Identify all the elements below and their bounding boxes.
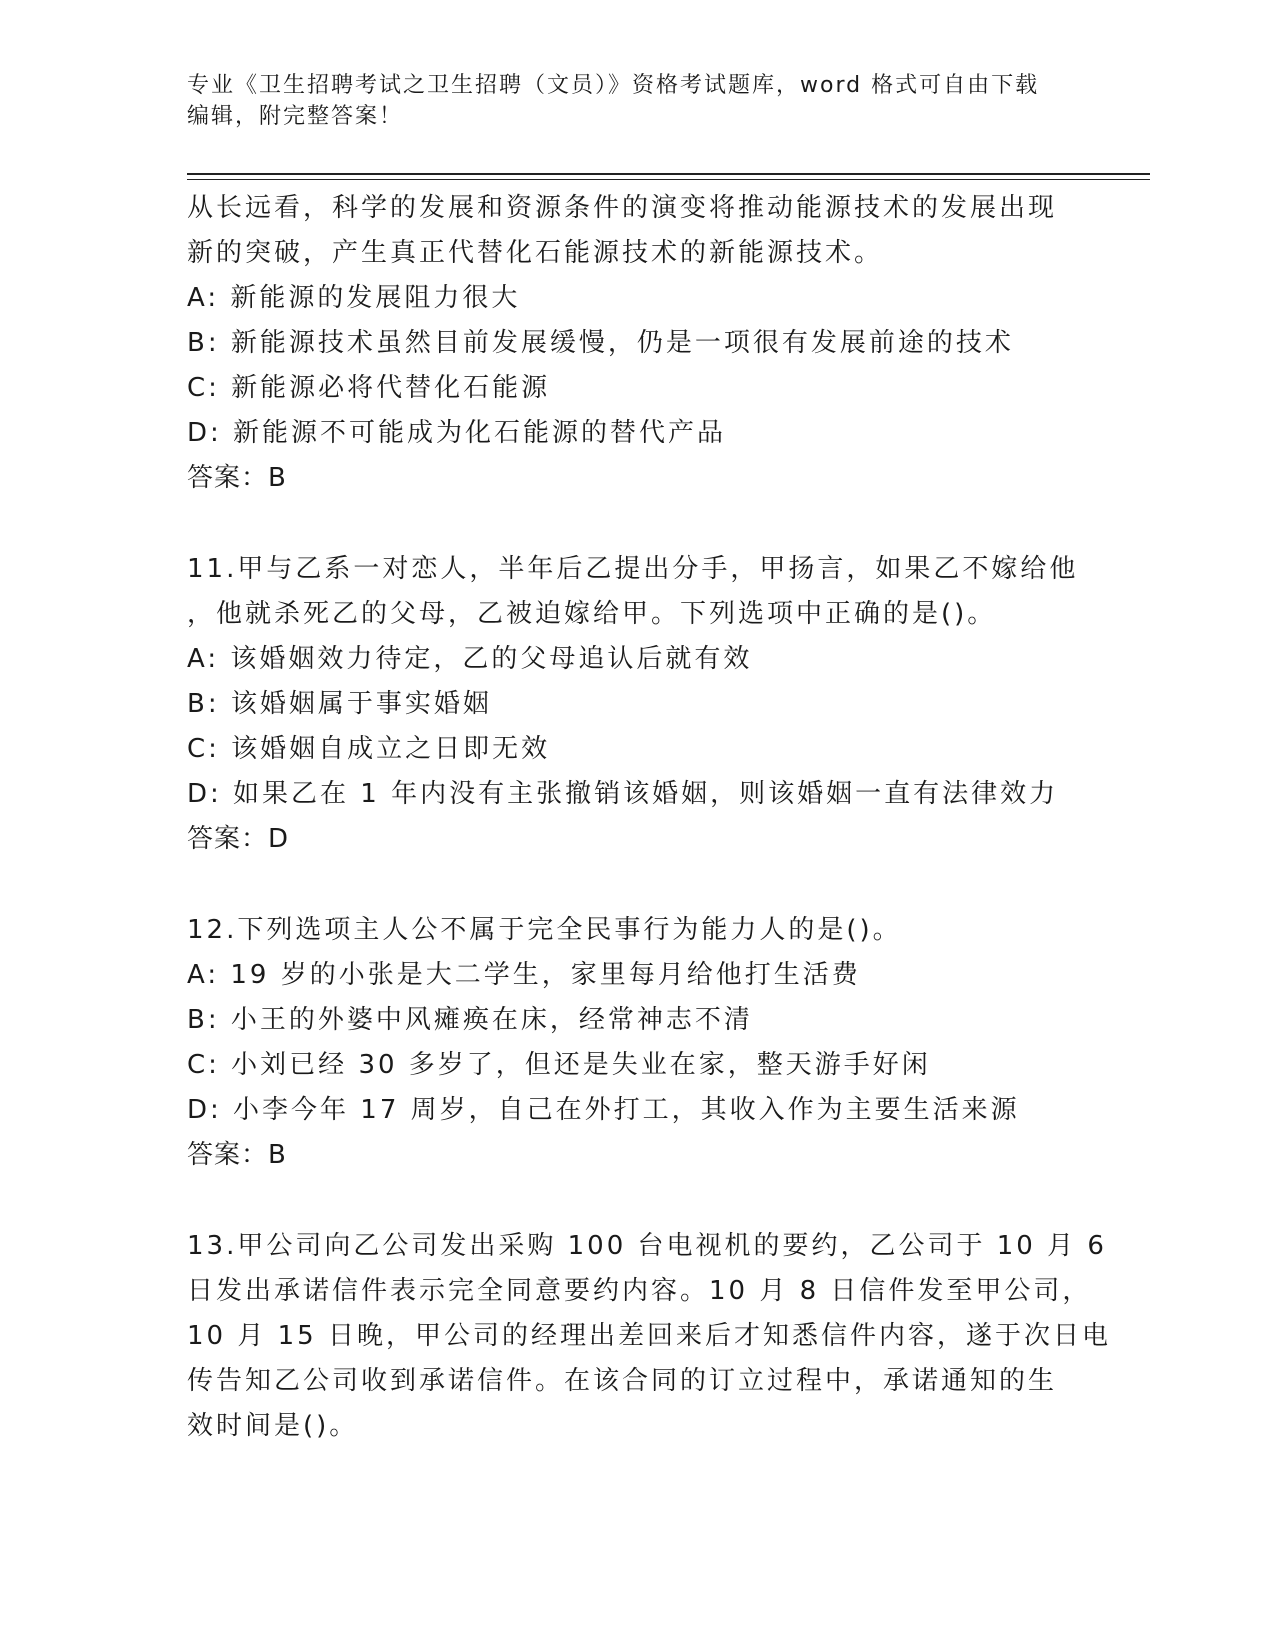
header-line-2: 编辑，附完整答案！	[187, 104, 404, 129]
spacer	[187, 1178, 1087, 1224]
question-stem: 12.下列选项主人公不属于完全民事行为能力人的是()。	[187, 915, 902, 945]
question-stem: 从长远看，科学的发展和资源条件的演变将推动能源技术的发展出现	[187, 193, 1058, 223]
answer-line: 答案：B	[187, 1140, 287, 1170]
question-13	[187, 1224, 1111, 1449]
header-line-1: 专业《卫生招聘考试之卫生招聘（文员）》资格考试题库，word 格式可自由下载	[187, 73, 1040, 98]
question-stem: ，他就杀死乙的父母，乙被迫嫁给甲。下列选项中正确的是()。	[187, 599, 997, 629]
page-header	[187, 70, 1087, 132]
option-d: D: 新能源不可能成为化石能源的替代产品	[187, 418, 727, 448]
option-c: C: 新能源必将代替化石能源	[187, 373, 551, 403]
option-a: A: 19 岁的小张是大二学生，家里每月给他打生活费	[187, 960, 861, 990]
header-divider	[187, 173, 1150, 180]
option-a: A: 该婚姻效力待定，乙的父母追认后就有效	[187, 644, 753, 674]
spacer	[187, 501, 1087, 547]
answer-line: 答案：B	[187, 463, 287, 493]
question-stem: 效时间是()。	[187, 1411, 359, 1441]
question-stem: 新的突破，产生真正代替化石能源技术的新能源技术。	[187, 238, 884, 268]
question-stem: 11.甲与乙系一对恋人，半年后乙提出分手，甲扬言，如果乙不嫁给他	[187, 554, 1079, 584]
option-b: B: 该婚姻属于事实婚姻	[187, 689, 492, 719]
question-list	[187, 186, 1111, 1449]
question-stem: 日发出承诺信件表示完全同意要约内容。10 月 8 日信件发至甲公司，	[187, 1276, 1092, 1306]
option-d: D: 如果乙在 1 年内没有主张撤销该婚姻，则该婚姻一直有法律效力	[187, 779, 1059, 809]
question-stem: 13.甲公司向乙公司发出采购 100 台电视机的要约，乙公司于 10 月 6	[187, 1231, 1107, 1261]
option-b: B: 小王的外婆中风瘫痪在床，经常神志不清	[187, 1005, 753, 1035]
option-d: D: 小李今年 17 周岁，自己在外打工，其收入作为主要生活来源	[187, 1095, 1020, 1125]
spacer	[187, 862, 1087, 908]
answer-line: 答案：D	[187, 824, 290, 854]
question-12	[187, 908, 1087, 1178]
question-stem: 10 月 15 日晚，甲公司的经理出差回来后才知悉信件内容，遂于次日电	[187, 1321, 1111, 1351]
option-a: A: 新能源的发展阻力很大	[187, 283, 521, 313]
option-c: C: 小刘已经 30 多岁了，但还是失业在家，整天游手好闲	[187, 1050, 931, 1080]
option-b: B: 新能源技术虽然目前发展缓慢，仍是一项很有发展前途的技术	[187, 328, 1014, 358]
question-stem: 传告知乙公司收到承诺信件。在该合同的订立过程中，承诺通知的生	[187, 1366, 1058, 1396]
question-11	[187, 547, 1087, 862]
question-10	[187, 186, 1087, 501]
option-c: C: 该婚姻自成立之日即无效	[187, 734, 551, 764]
